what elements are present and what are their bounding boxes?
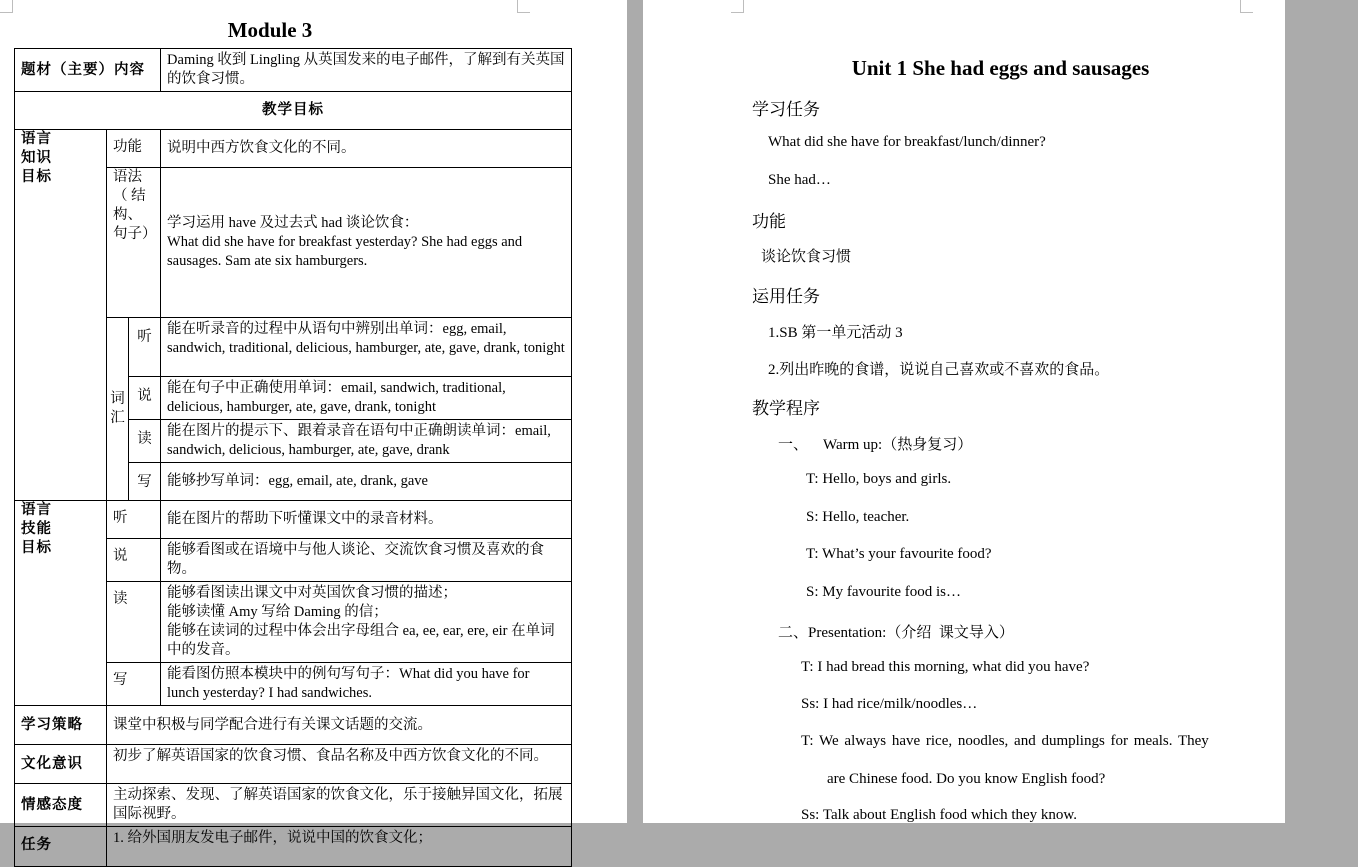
- vocab-write-text: 能够抄写单词：egg, email, ate, drank, gave: [161, 463, 572, 501]
- lang-knowledge-label: 语言 知识 目标: [15, 130, 107, 501]
- dialogue-line: Ss: I had rice/milk/noodles…: [801, 696, 978, 712]
- dialogue-line: T: We always have rice, noodles, and dumplings for meals. They: [801, 733, 1209, 749]
- crop-mark: [517, 0, 530, 13]
- grammar-label: 语法 （ 结 构、 句子）: [107, 168, 161, 318]
- step-warm-up: 一、 Warm up:（热身复习）: [778, 437, 973, 453]
- dialogue-line: T: What’s your favourite food?: [806, 546, 992, 562]
- attitude-label: 情感态度: [15, 784, 107, 827]
- topic-label: 题材（主要）内容: [15, 49, 161, 92]
- vocab-label: 词汇: [107, 318, 129, 501]
- vocab-write-label: 写: [129, 463, 161, 501]
- task-label: 任务: [15, 827, 107, 867]
- attitude-row: [15, 784, 572, 827]
- vocab-speak-label: 说: [129, 377, 161, 420]
- topic-row: [15, 49, 572, 92]
- skill-listen-text: 能在图片的帮助下听懂课文中的录音材料。: [161, 501, 572, 539]
- vocab-speak-text: 能在句子中正确使用单词：email, sandwich, traditional, delicious, hamburger, ate, gave, drank, tonight: [161, 377, 572, 420]
- section-heading-tasks: 学习任务: [752, 100, 820, 120]
- left-page: [0, 0, 627, 853]
- dialogue-line: T: I had bread this morning, what did you have?: [801, 659, 1090, 675]
- vocab-listen-text: 能在听录音的过程中从语句中辨别出单词：egg, email, sandwich, traditional, delicious, hamburger, ate, gave, drank, tonight: [161, 318, 572, 377]
- skill-write-text: 能看图仿照本模块中的例句写句子：What did you have for lunch yesterday? I had sandwiches.: [161, 663, 572, 706]
- strategy-label: 学习策略: [15, 706, 107, 745]
- culture-row: [15, 745, 572, 784]
- skill-listen-label: 听: [107, 501, 161, 539]
- crop-mark: [0, 0, 13, 13]
- function-text: 谈论饮食习惯: [761, 247, 852, 265]
- dialogue-line: are Chinese food. Do you know English food?: [827, 771, 1106, 787]
- section-heading-applied-tasks: 运用任务: [752, 287, 820, 307]
- function-row: [15, 130, 572, 168]
- topic-text: Daming 收到 Lingling 从英国发来的电子邮件，了解到有关英国的饮食习惯。: [161, 49, 572, 92]
- dialogue-line: T: Hello, boys and girls.: [806, 471, 952, 487]
- right-page: [643, 0, 1285, 823]
- applied-task-1: 1.SB 第一单元活动 3: [768, 325, 903, 341]
- dialogue-line: Ss: Talk about English food which they know.: [801, 807, 1078, 823]
- dialogue-line: S: Hello, teacher.: [806, 509, 910, 525]
- dialogue-line: S: My favourite food is…: [806, 584, 961, 600]
- strategy-text: 课堂中积极与同学配合进行有关课文话题的交流。: [107, 706, 572, 745]
- applied-task-2: 2.列出昨晚的食谱，说说自己喜欢或不喜欢的食品。: [768, 362, 1110, 378]
- strategy-row: [15, 706, 572, 745]
- task-text: 1. 给外国朋友发电子邮件，说说中国的饮食文化；: [107, 827, 572, 867]
- grammar-text: 学习运用 have 及过去式 had 谈论饮食： What did she have for breakfast yesterday? She had eggs and sausages. Sam ate six hamburgers.: [161, 168, 572, 318]
- skill-listen-row: [15, 501, 572, 539]
- skill-read-text: 能够看图读出课文中对英国饮食习惯的描述； 能够读懂 Amy 写给 Daming 的信； 能够在读词的过程中体会出字母组合 ea, ee, ear, ere, eir 在单词中的发音。: [161, 582, 572, 663]
- unit-title: Unit 1 She had eggs and sausages: [851, 56, 1150, 80]
- section-heading-procedure: 教学程序: [752, 399, 820, 419]
- task-question: What did she have for breakfast/lunch/dinner?: [768, 134, 1046, 150]
- lesson-plan-table: [14, 48, 572, 867]
- crop-mark: [731, 0, 744, 13]
- culture-label: 文化意识: [15, 745, 107, 784]
- vocab-read-label: 读: [129, 420, 161, 463]
- skill-read-label: 读: [107, 582, 161, 663]
- vocab-read-text: 能在图片的提示下、跟着录音在语句中正确朗读单词：email, sandwich, delicious, hamburger, ate, gave, drank: [161, 420, 572, 463]
- skill-write-label: 写: [107, 663, 161, 706]
- objectives-header-row: [15, 92, 572, 130]
- skill-speak-label: 说: [107, 539, 161, 582]
- task-row: [15, 827, 572, 867]
- module-title: Module 3: [227, 18, 313, 42]
- culture-text: 初步了解英语国家的饮食习惯、食品名称及中西方饮食文化的不同。: [107, 745, 572, 784]
- section-heading-function: 功能: [752, 212, 786, 232]
- task-answer: She had…: [768, 172, 831, 188]
- vocab-listen-label: 听: [129, 318, 161, 377]
- lang-skill-label: 语言 技能 目标: [15, 501, 107, 706]
- step-presentation: 二、Presentation:（介绍 课文导入）: [778, 625, 1014, 641]
- attitude-text: 主动探索、发现、了解英语国家的饮食文化，乐于接触异国文化，拓展国际视野。: [107, 784, 572, 827]
- function-label: 功能: [107, 130, 161, 168]
- function-text: 说明中西方饮食文化的不同。: [161, 130, 572, 168]
- skill-speak-text: 能够看图或在语境中与他人谈论、交流饮食习惯及喜欢的食物。: [161, 539, 572, 582]
- objectives-header: 教学目标: [15, 92, 572, 130]
- crop-mark: [1240, 0, 1253, 13]
